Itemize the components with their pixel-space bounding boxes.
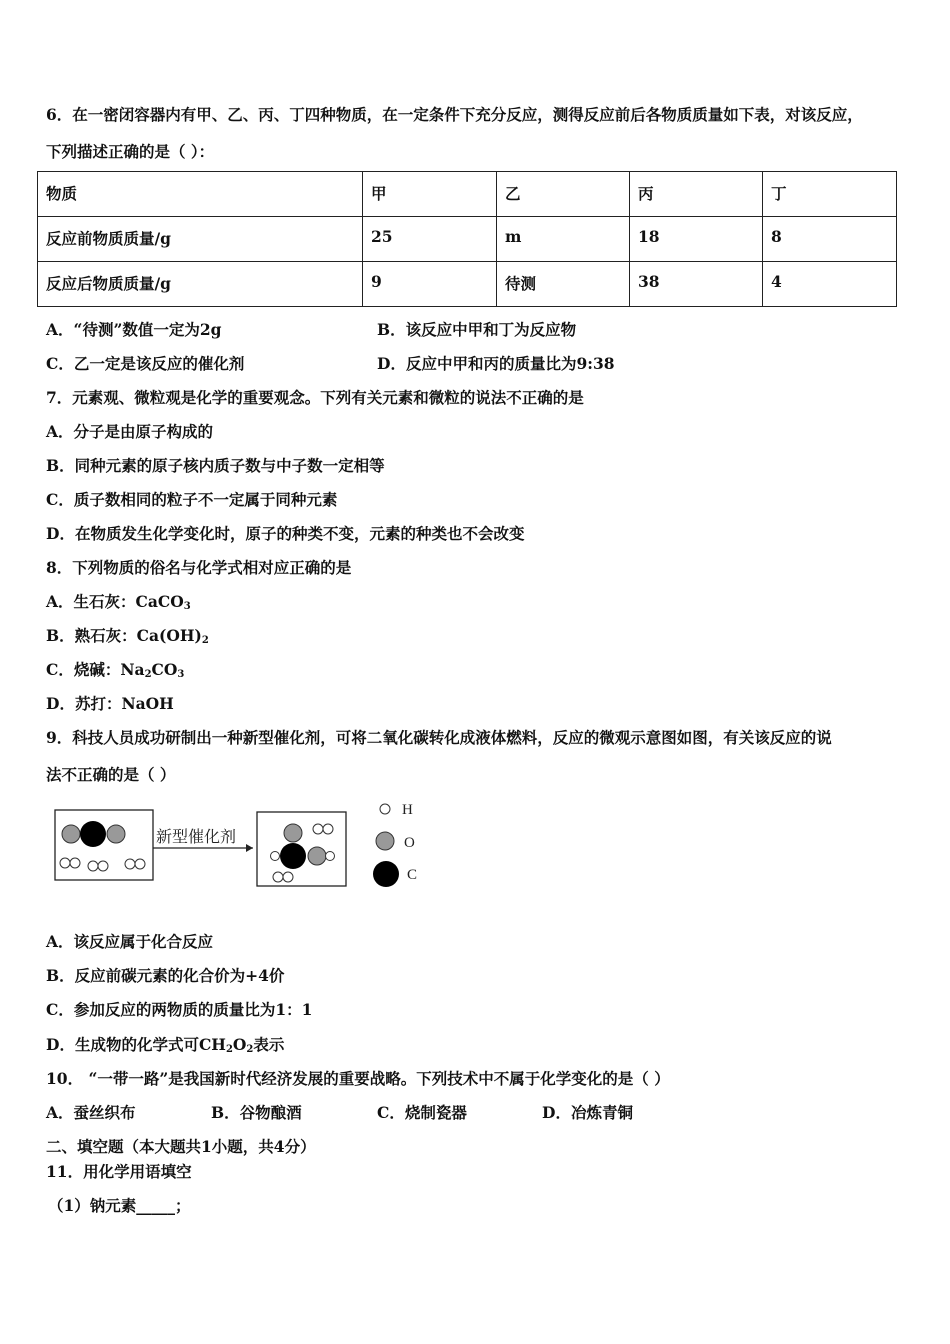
q10-stem: 10． “一带一路”是我国新时代经济发展的重要战略。下列技术中不属于化学变化的是（ ） xyxy=(46,1069,670,1088)
c-atom xyxy=(280,843,306,869)
table-header-cell: 乙 xyxy=(497,172,630,217)
h-atom xyxy=(88,861,98,871)
catalyst-label: 新型催化剂 xyxy=(156,829,237,846)
o-atom xyxy=(62,825,80,843)
h-atom xyxy=(283,872,293,882)
q9-option-c: C．参加反应的两物质的质量比为1：1 xyxy=(46,1000,313,1019)
legend-o-icon xyxy=(376,832,394,850)
q8-option-b: B．熟石灰：$Ca(OH)_2$ xyxy=(46,626,209,646)
q9-option-d: D．生成物的化学式可$CH_2O_2$表示 xyxy=(46,1035,285,1055)
table-cell: 18 xyxy=(630,217,763,262)
h-atom xyxy=(98,861,108,871)
legend-c-label: C xyxy=(407,867,418,883)
h-atom xyxy=(125,859,135,869)
q10-option-a: A．蚕丝织布 xyxy=(46,1103,136,1122)
table-cell: 9 xyxy=(363,262,497,307)
table-cell: 25 xyxy=(363,217,497,262)
q6-option-c: C．乙一定是该反应的催化剂 xyxy=(46,354,245,373)
h-atom xyxy=(326,852,335,861)
q9-stem-line2: 法不正确的是（ ） xyxy=(46,765,176,784)
q7-option-d: D．在物质发生化学变化时，原子的种类不变，元素的种类也不会改变 xyxy=(46,524,525,543)
q8-stem: 8．下列物质的俗名与化学式相对应正确的是 xyxy=(46,558,352,577)
q9-stem-line1: 9．科技人员成功研制出一种新型催化剂，可将二氧化碳转化成液体燃料，反应的微观示意图如图，有关该反应的说 xyxy=(46,728,832,747)
h-atom xyxy=(273,872,283,882)
table-cell: 4 xyxy=(763,262,897,307)
h-atom xyxy=(313,824,323,834)
o-atom xyxy=(107,825,125,843)
q6-option-b: B．该反应中甲和丁为反应物 xyxy=(377,320,577,339)
table-header-cell: 甲 xyxy=(363,172,497,217)
q6-option-a: A．“待测”数值一定为2g xyxy=(46,320,222,339)
table-row xyxy=(38,262,897,307)
q6-stem-line1: 6．在一密闭容器内有甲、乙、丙、丁四种物质，在一定条件下充分反应，测得反应前后各物质质量如下表，对该反应， xyxy=(46,105,863,124)
section-heading: 二、填空题（本大题共1小题，共4分） xyxy=(46,1137,316,1156)
h-atom xyxy=(60,858,70,868)
q10-option-d: D．冶炼青铜 xyxy=(542,1103,633,1122)
table-header-cell: 丙 xyxy=(630,172,763,217)
o-atom xyxy=(284,824,302,842)
reaction-micro-diagram xyxy=(50,798,430,898)
legend-o-label: O xyxy=(404,835,415,851)
q8-option-a: A．生石灰：CaCO$_3$ xyxy=(46,592,191,612)
h-atom xyxy=(323,824,333,834)
table-cell: 待测 xyxy=(497,262,630,307)
q7-option-a: A．分子是由原子构成的 xyxy=(46,422,214,441)
legend-h-icon xyxy=(380,804,390,814)
h-atom xyxy=(135,859,145,869)
q7-option-c: C．质子数相同的粒子不一定属于同种元素 xyxy=(46,490,338,509)
q6-stem-line2: 下列描述正确的是（ ）： xyxy=(46,142,215,161)
table-header-row xyxy=(38,172,897,217)
table-cell: 8 xyxy=(763,217,897,262)
q8-option-c: C．烧碱：$Na_2CO_3$ xyxy=(46,660,185,680)
q7-stem: 7．元素观、微粒观是化学的重要观念。下列有关元素和微粒的说法不正确的是 xyxy=(46,388,584,407)
q7-option-b: B．同种元素的原子核内质子数与中子数一定相等 xyxy=(46,456,385,475)
q11-stem: 11．用化学用语填空 xyxy=(46,1162,192,1181)
table-row xyxy=(38,217,897,262)
q9-option-b: B．反应前碳元素的化合价为+4价 xyxy=(46,966,285,985)
q6-option-d: D．反应中甲和丙的质量比为9:38 xyxy=(377,354,615,373)
arrow-head-icon xyxy=(246,844,253,852)
q10-option-c: C．烧制瓷器 xyxy=(377,1103,467,1122)
q8-option-d: D．苏打：NaOH xyxy=(46,694,174,713)
table-header-cell: 物质 xyxy=(38,172,363,217)
h-atom xyxy=(70,858,80,868)
o-atom xyxy=(308,847,326,865)
q11-item-1: （1）钠元素_____； xyxy=(48,1196,191,1215)
table-cell: 反应后物质质量/g xyxy=(38,262,363,307)
q10-option-b: B．谷物酿酒 xyxy=(211,1103,302,1122)
q9-option-a: A．该反应属于化合反应 xyxy=(46,932,214,951)
table-cell: 反应前物质质量/g xyxy=(38,217,363,262)
q6-mass-table xyxy=(37,171,897,307)
table-header-cell: 丁 xyxy=(763,172,897,217)
table-cell: 38 xyxy=(630,262,763,307)
table-cell: m xyxy=(497,217,630,262)
legend-h-label: H xyxy=(402,802,413,818)
h-atom xyxy=(271,852,280,861)
legend-c-icon xyxy=(373,861,399,887)
c-atom xyxy=(80,821,106,847)
